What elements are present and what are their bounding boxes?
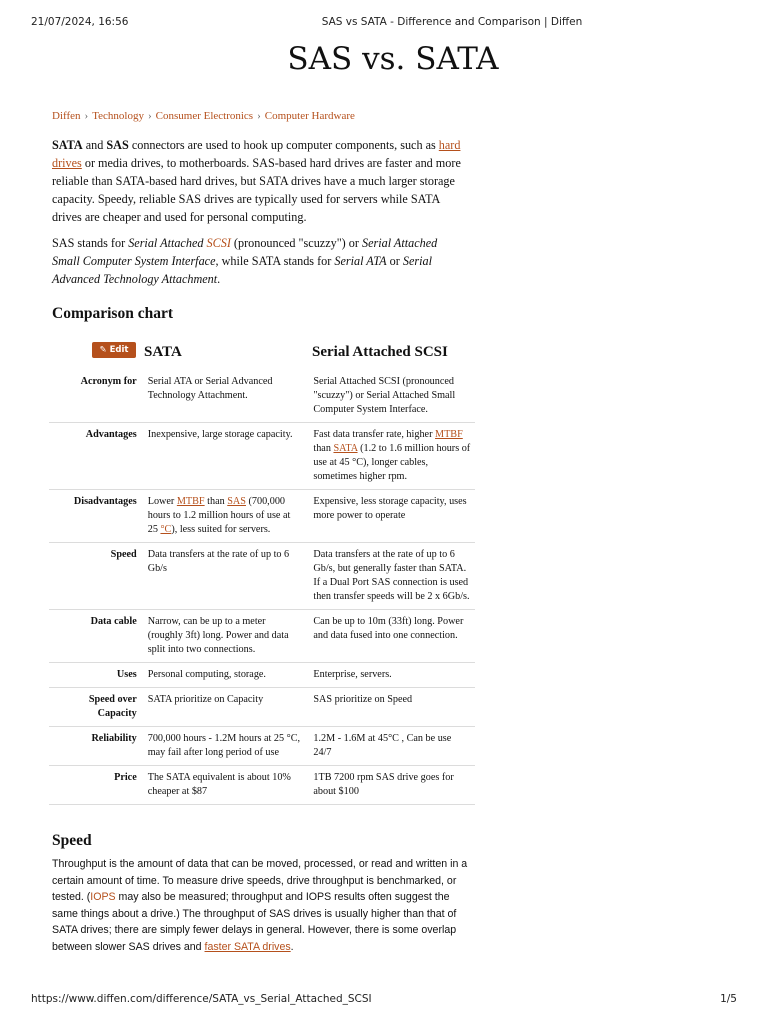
faster-sata-drives-link[interactable]: faster SATA drives bbox=[204, 940, 291, 953]
hard-drives-link[interactable]: hard drives bbox=[52, 138, 461, 170]
sas-cell: 1TB 7200 rpm SAS drive goes for about $100 bbox=[305, 766, 475, 805]
print-datetime: 21/07/2024, 16:56 bbox=[31, 16, 129, 28]
intro-text: , while SATA stands for bbox=[215, 254, 335, 268]
column-header-sas: Serial Attached SCSI bbox=[312, 344, 448, 360]
page-number: 1/5 bbox=[720, 993, 737, 1005]
table-row bbox=[49, 370, 475, 423]
comparison-table bbox=[49, 370, 475, 805]
term-sas: SAS bbox=[106, 138, 129, 152]
sas-cell: Enterprise, servers. bbox=[305, 663, 475, 688]
intro bbox=[52, 136, 462, 296]
cell-text: (1.2 to 1.6 million hours of use at 45 °C), longer cables, sometimes higher rpm. bbox=[313, 443, 471, 482]
row-label: Uses bbox=[49, 663, 144, 688]
sas-cell: Data transfers at the rate of up to 6 Gb/s, but generally faster than SATA. If a Dual Port SAS connection is used then transfer speeds will be 2 x 6Gb/s. bbox=[305, 543, 475, 610]
intro-text: (pronounced "scuzzy") or bbox=[230, 236, 362, 250]
breadcrumb-diffen[interactable]: Diffen bbox=[52, 110, 81, 122]
sata-cell bbox=[144, 490, 306, 543]
sata-cell: SATA prioritize on Capacity bbox=[144, 688, 306, 727]
mtbf-link[interactable]: MTBF bbox=[176, 496, 205, 507]
table-row bbox=[49, 490, 475, 543]
sata-cell: Personal computing, storage. bbox=[144, 663, 306, 688]
speed-paragraph bbox=[52, 856, 472, 955]
row-label: Advantages bbox=[49, 423, 144, 490]
breadcrumb-separator: › bbox=[84, 110, 89, 122]
sata-cell: 700,000 hours - 1.2M hours at 25 °C, may fail after long period of use bbox=[144, 727, 306, 766]
sas-cell bbox=[305, 423, 475, 490]
sata-cell: Data transfers at the rate of up to 6 Gb/s bbox=[144, 543, 306, 610]
row-label: Speed over Capacity bbox=[49, 688, 144, 727]
celsius-link[interactable]: °C bbox=[160, 524, 172, 535]
intro-italic: Serial ATA bbox=[334, 254, 387, 268]
cell-text: ), less suited for servers. bbox=[171, 524, 271, 535]
print-url: https://www.diffen.com/difference/SATA_vs_Serial_Attached_SCSI bbox=[31, 993, 372, 1005]
breadcrumb-computer-hardware[interactable]: Computer Hardware bbox=[264, 110, 355, 122]
sas-cell: Can be up to 10m (33ft) long. Power and data fused into one connection. bbox=[305, 610, 475, 663]
column-header-sata: SATA bbox=[144, 344, 182, 360]
sata-cell: The SATA equivalent is about 10% cheaper at $87 bbox=[144, 766, 306, 805]
table-row bbox=[49, 543, 475, 610]
table-row bbox=[49, 610, 475, 663]
breadcrumb bbox=[52, 110, 355, 122]
intro-paragraph-2 bbox=[52, 234, 462, 288]
table-row bbox=[49, 766, 475, 805]
table-row bbox=[49, 663, 475, 688]
edit-button-label: Edit bbox=[109, 345, 129, 355]
cell-text: Lower bbox=[147, 496, 177, 507]
print-page-title: SAS vs SATA - Difference and Comparison | Diffen bbox=[321, 16, 583, 28]
breadcrumb-separator: › bbox=[257, 110, 261, 122]
table-row bbox=[49, 423, 475, 490]
table-row bbox=[49, 688, 475, 727]
scsi-link[interactable]: SCSI bbox=[206, 236, 231, 250]
pencil-icon: ✎ bbox=[99, 345, 107, 355]
intro-text: . bbox=[217, 272, 221, 286]
sas-link[interactable]: SAS bbox=[227, 496, 246, 507]
intro-text: and bbox=[82, 138, 107, 152]
print-header bbox=[0, 16, 768, 32]
cell-text: Fast data transfer rate, higher bbox=[313, 429, 436, 440]
row-label: Acronym for bbox=[49, 370, 144, 423]
row-label: Reliability bbox=[49, 727, 144, 766]
sas-cell: Serial Attached SCSI (pronounced "scuzzy") or Serial Attached Small Computer System Interface. bbox=[305, 370, 475, 423]
speed-heading: Speed bbox=[52, 832, 92, 849]
row-label: Data cable bbox=[49, 610, 144, 663]
row-label: Disadvantages bbox=[49, 490, 144, 543]
sata-cell: Serial ATA or Serial Advanced Technology Attachment. bbox=[144, 370, 306, 423]
intro-text: or media drives, to motherboards. SAS-based hard drives are faster and more reliable than SATA-based hard drives, but SATA drives have a much larger storage capacity. Speedy, reliable SAS drives are typically used for servers while SATA drives are cheaper and used for personal computing. bbox=[52, 156, 461, 224]
intro-italic: Serial Attached bbox=[128, 236, 207, 250]
intro-paragraph-1 bbox=[52, 136, 462, 226]
page-title: SAS vs. SATA bbox=[287, 41, 499, 77]
cell-text: than bbox=[204, 496, 228, 507]
intro-italic: Serial Advanced Technology Attachment bbox=[52, 254, 432, 286]
sata-cell: Narrow, can be up to a meter (roughly 3ft) long. Power and data split into two connections. bbox=[144, 610, 306, 663]
sas-cell: 1.2M - 1.6M at 45°C , Can be use 24/7 bbox=[305, 727, 475, 766]
breadcrumb-separator: › bbox=[147, 110, 152, 122]
comparison-chart-heading: Comparison chart bbox=[52, 305, 173, 322]
cell-text: than bbox=[313, 443, 334, 454]
row-label: Speed bbox=[49, 543, 144, 610]
term-sata: SATA bbox=[52, 138, 83, 152]
table-row bbox=[49, 727, 475, 766]
sata-cell: Inexpensive, large storage capacity. bbox=[144, 423, 306, 490]
breadcrumb-technology[interactable]: Technology bbox=[92, 110, 144, 122]
edit-button[interactable] bbox=[92, 342, 136, 358]
iops-link[interactable]: IOPS bbox=[90, 891, 116, 903]
speed-text: may also be measured; throughput and IOPS results often suggest the same things about a drive.) The throughput of SAS drives is usually higher than that of SATA drives; there are simply fewer delays in general. However, there is some overlap between slower SAS drives and bbox=[52, 891, 457, 953]
breadcrumb-consumer-electronics[interactable]: Consumer Electronics bbox=[155, 110, 254, 122]
speed-text: Throughput is the amount of data that can be moved, processed, or read and written in a certain amount of time. To measure drive speeds, drive throughput is benchmarked, or tested. ( bbox=[52, 858, 468, 903]
sas-cell: Expensive, less storage capacity, uses more power to operate bbox=[305, 490, 475, 543]
row-label: Price bbox=[49, 766, 144, 805]
intro-text: or bbox=[386, 254, 403, 268]
intro-text: connectors are used to hook up computer components, such as bbox=[128, 138, 439, 152]
mtbf-link[interactable]: MTBF bbox=[435, 429, 463, 440]
sata-link[interactable]: SATA bbox=[333, 443, 358, 454]
print-footer bbox=[0, 993, 768, 1009]
sas-cell: SAS prioritize on Speed bbox=[305, 688, 475, 727]
intro-italic: Serial Attached Small Computer System Interface bbox=[52, 236, 438, 268]
speed-text: . bbox=[290, 940, 294, 953]
cell-text: (700,000 hours to 1.2 million hours of use at 25 bbox=[147, 496, 291, 535]
intro-text: SAS stands for bbox=[52, 236, 129, 250]
